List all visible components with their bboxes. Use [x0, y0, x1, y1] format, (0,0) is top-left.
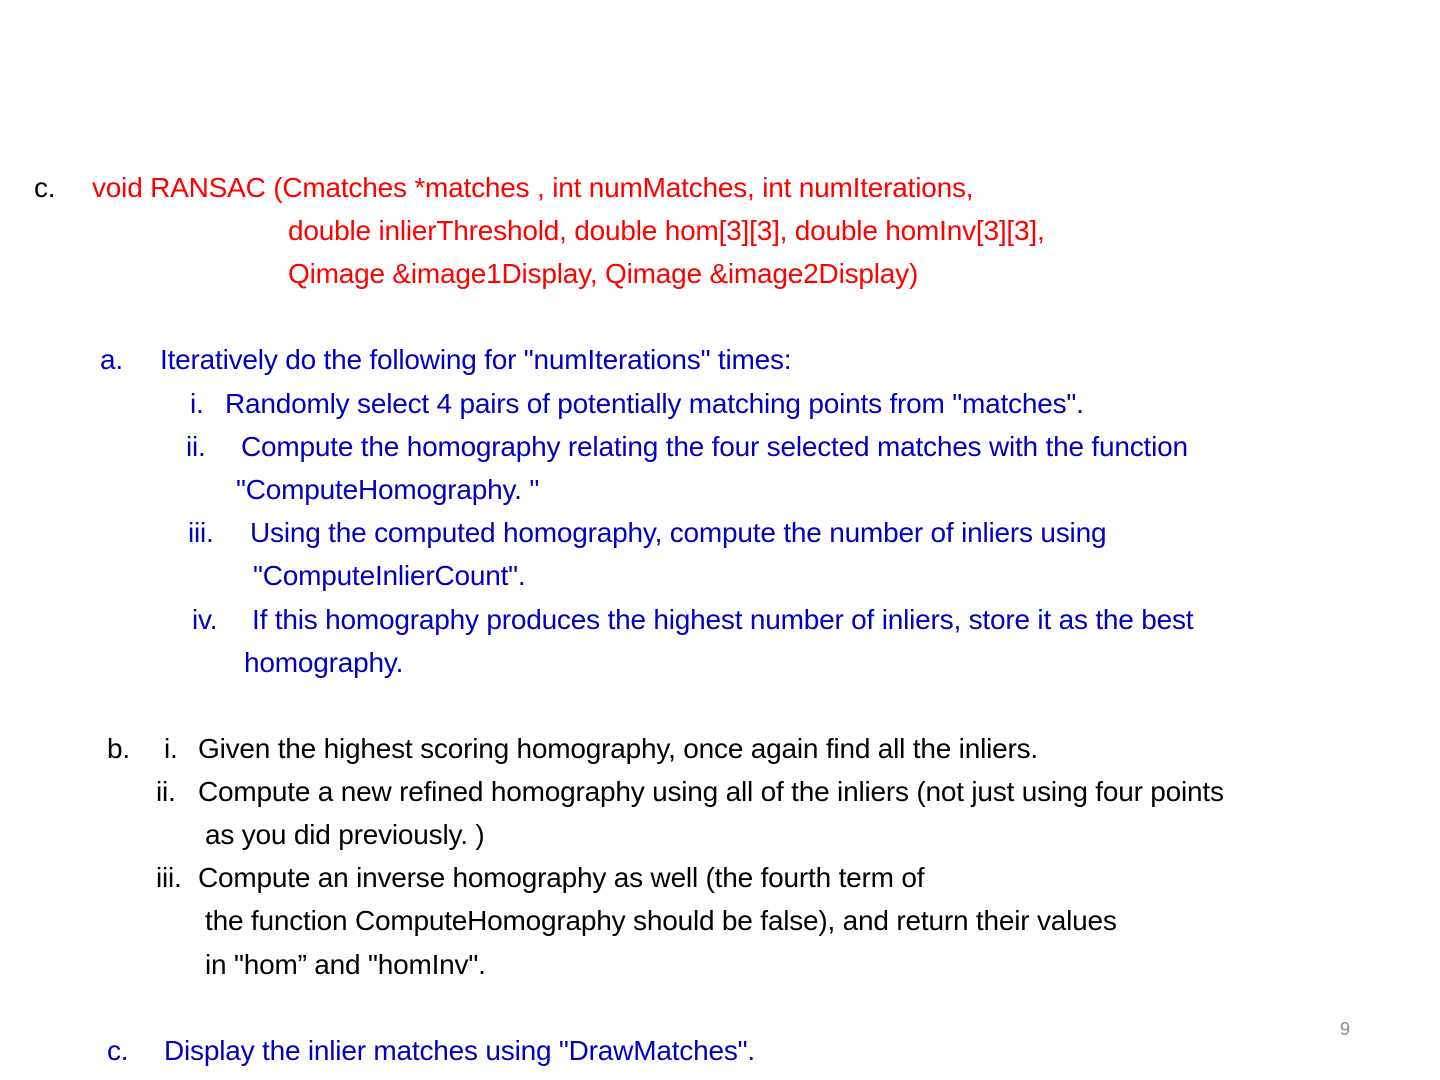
- step-a-text: Iteratively do the following for "numIterations" times:: [160, 344, 792, 375]
- signature-line-2: double inlierThreshold, double hom[3][3], double homInv[3][3],: [288, 215, 1045, 246]
- signature-line-3: Qimage &image1Display, Qimage &image2Display): [288, 258, 919, 289]
- page-number: 9: [1340, 1019, 1351, 1039]
- step-a-iii-marker: iii.: [188, 517, 214, 548]
- step-a-ii-line-2: "ComputeHomography. ": [236, 474, 540, 505]
- step-a-iv-line-1: If this homography produces the highest number of inliers, store it as the best: [252, 604, 1194, 635]
- step-b-iii-marker: iii.: [156, 862, 182, 893]
- step-a-iii-line-1: Using the computed homography, compute the number of inliers using: [250, 517, 1107, 548]
- step-b-ii-marker: ii.: [156, 776, 176, 807]
- step-b-iii-line-3: in "hom” and "homInv".: [205, 949, 486, 980]
- step-a-iv-marker: iv.: [192, 604, 218, 635]
- step-a-marker: a.: [100, 344, 123, 375]
- step-b-i-line-1: Given the highest scoring homography, once again find all the inliers.: [198, 733, 1038, 764]
- step-a-ii-marker: ii.: [186, 431, 206, 462]
- step-b-ii-line-1: Compute a new refined homography using all of the inliers (not just using four points: [198, 776, 1224, 807]
- signature-line-1: void RANSAC (Cmatches *matches , int numMatches, int numIterations,: [92, 172, 974, 203]
- step-c-marker: c.: [107, 1035, 129, 1066]
- step-b-marker: b.: [107, 733, 130, 764]
- step-b-ii-line-2: as you did previously. ): [205, 819, 485, 850]
- step-b-iii-line-2: the function ComputeHomography should be false), and return their values: [205, 905, 1117, 936]
- step-c-text: Display the inlier matches using "DrawMatches".: [164, 1035, 755, 1066]
- section-marker: c.: [34, 172, 56, 203]
- step-a-ii-line-1: Compute the homography relating the four selected matches with the function: [241, 431, 1188, 462]
- step-b-iii-line-1: Compute an inverse homography as well (the fourth term of: [198, 862, 925, 893]
- step-a-iv-line-2: homography.: [244, 647, 404, 678]
- step-a-iii-line-2: "ComputeInlierCount".: [253, 560, 526, 591]
- step-a-i-marker: i.: [190, 388, 204, 419]
- step-b-i-marker: i.: [164, 733, 178, 764]
- step-a-i-line-1: Randomly select 4 pairs of potentially matching points from "matches".: [225, 388, 1084, 419]
